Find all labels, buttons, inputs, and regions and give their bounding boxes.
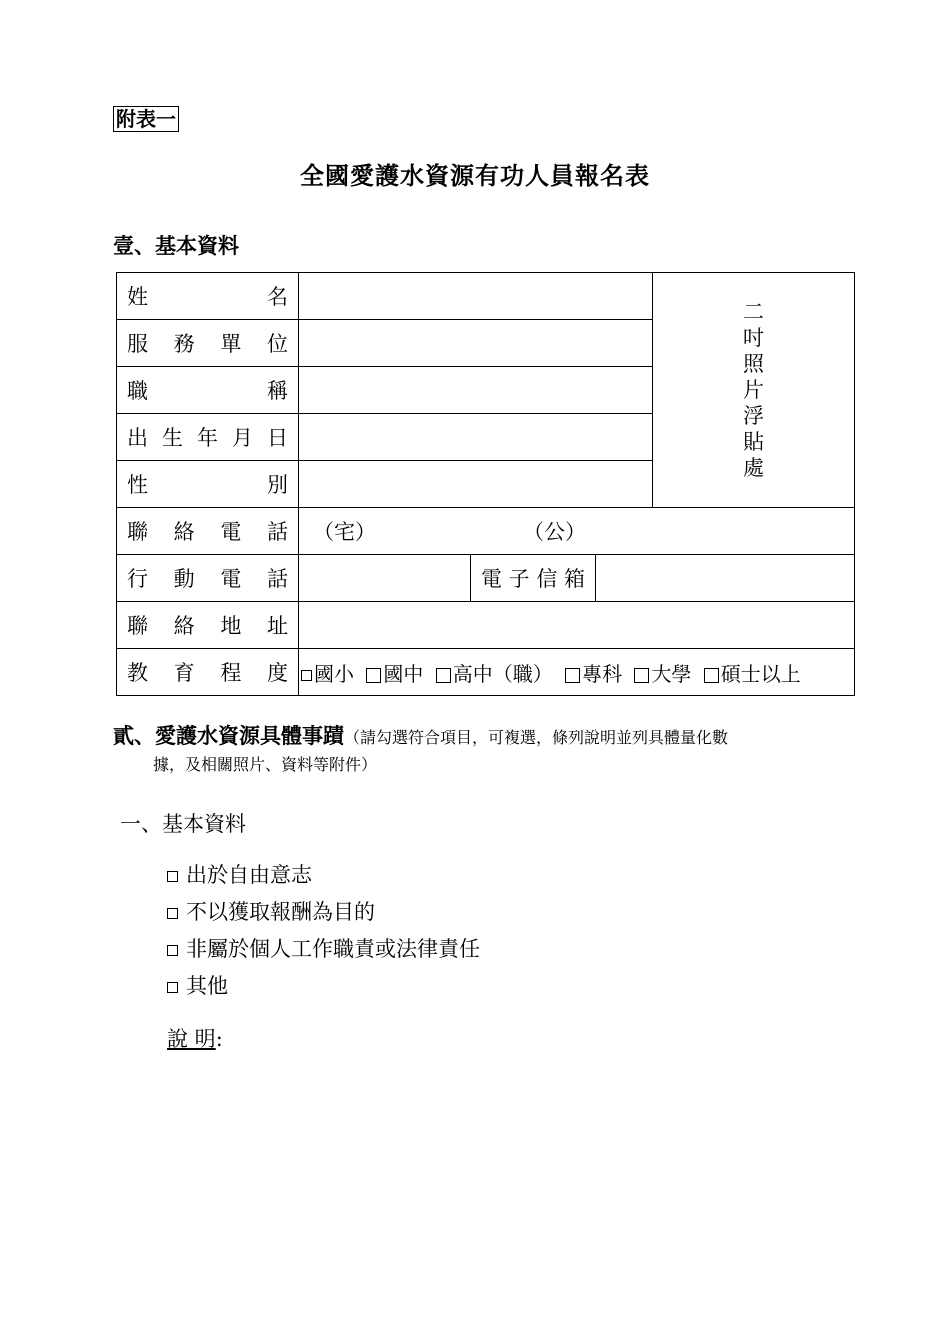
checkbox-icon[interactable] xyxy=(167,982,178,993)
section2-heading-block xyxy=(113,722,853,778)
section2-subheading: 一、基本資料 xyxy=(120,812,246,836)
checkbox-icon[interactable] xyxy=(167,908,178,919)
section1-heading: 壹、基本資料 xyxy=(113,233,239,258)
label-mobile-phone: 行 動 電 話 xyxy=(117,555,299,602)
deed-options xyxy=(167,857,480,1005)
label-birth-date: 出 生 年 月 日 xyxy=(117,414,299,461)
checkbox-university[interactable] xyxy=(634,668,649,683)
photo-note: 二吋照片浮貼處 xyxy=(743,300,765,480)
input-job-title[interactable] xyxy=(299,367,653,414)
label-education: 教 育 程 度 xyxy=(117,649,299,696)
label-contact-phone: 聯 絡 電 話 xyxy=(117,508,299,555)
input-unit[interactable] xyxy=(299,320,653,367)
checkbox-college[interactable] xyxy=(565,668,580,683)
checkbox-elementary[interactable] xyxy=(301,670,312,681)
input-address[interactable] xyxy=(299,602,855,649)
checkbox-senior-high[interactable] xyxy=(436,668,451,683)
option-not-duty[interactable]: 非屬於個人工作職責或法律責任 xyxy=(167,931,480,968)
form-title: 全國愛護水資源有功人員報名表 xyxy=(300,161,650,190)
label-gender: 性 別 xyxy=(117,461,299,508)
checkbox-icon[interactable] xyxy=(167,945,178,956)
section2-heading: 貳、愛護水資源具體事蹟 xyxy=(113,723,344,748)
option-other[interactable]: 其他 xyxy=(167,968,480,1005)
basic-info-table xyxy=(116,272,855,696)
option-no-reward[interactable]: 不以獲取報酬為目的 xyxy=(167,894,480,931)
label-job-title: 職 稱 xyxy=(117,367,299,414)
checkbox-masters[interactable] xyxy=(704,668,719,683)
explanation-label: 說 明: xyxy=(167,1027,223,1051)
phone-home-label: （宅） xyxy=(313,520,376,544)
option-free-will[interactable]: 出於自由意志 xyxy=(167,857,480,894)
checkbox-junior-high[interactable] xyxy=(366,668,381,683)
photo-area[interactable] xyxy=(653,273,855,508)
label-address: 聯 絡 地 址 xyxy=(117,602,299,649)
education-options: 國小 國中 高中（職） 專科 大學 碩士以上 xyxy=(299,649,855,696)
section2-note-line1: （請勾選符合項目，可複選，條列說明並列具體量化數 xyxy=(344,728,729,747)
input-email[interactable] xyxy=(596,555,855,602)
attachment-tag: 附表一 xyxy=(113,106,179,132)
checkbox-icon[interactable] xyxy=(167,871,178,882)
input-mobile-phone[interactable] xyxy=(299,555,471,602)
phone-office-label: （公） xyxy=(523,520,586,544)
input-contact-phone[interactable] xyxy=(299,508,855,555)
input-gender[interactable] xyxy=(299,461,653,508)
label-unit: 服 務 單 位 xyxy=(117,320,299,367)
label-email: 電 子 信 箱 xyxy=(471,555,596,602)
label-name: 姓 名 xyxy=(117,273,299,320)
input-birth-date[interactable] xyxy=(299,414,653,461)
section2-note-line2: 據，及相關照片、資料等附件） xyxy=(153,755,378,774)
input-name[interactable] xyxy=(299,273,653,320)
